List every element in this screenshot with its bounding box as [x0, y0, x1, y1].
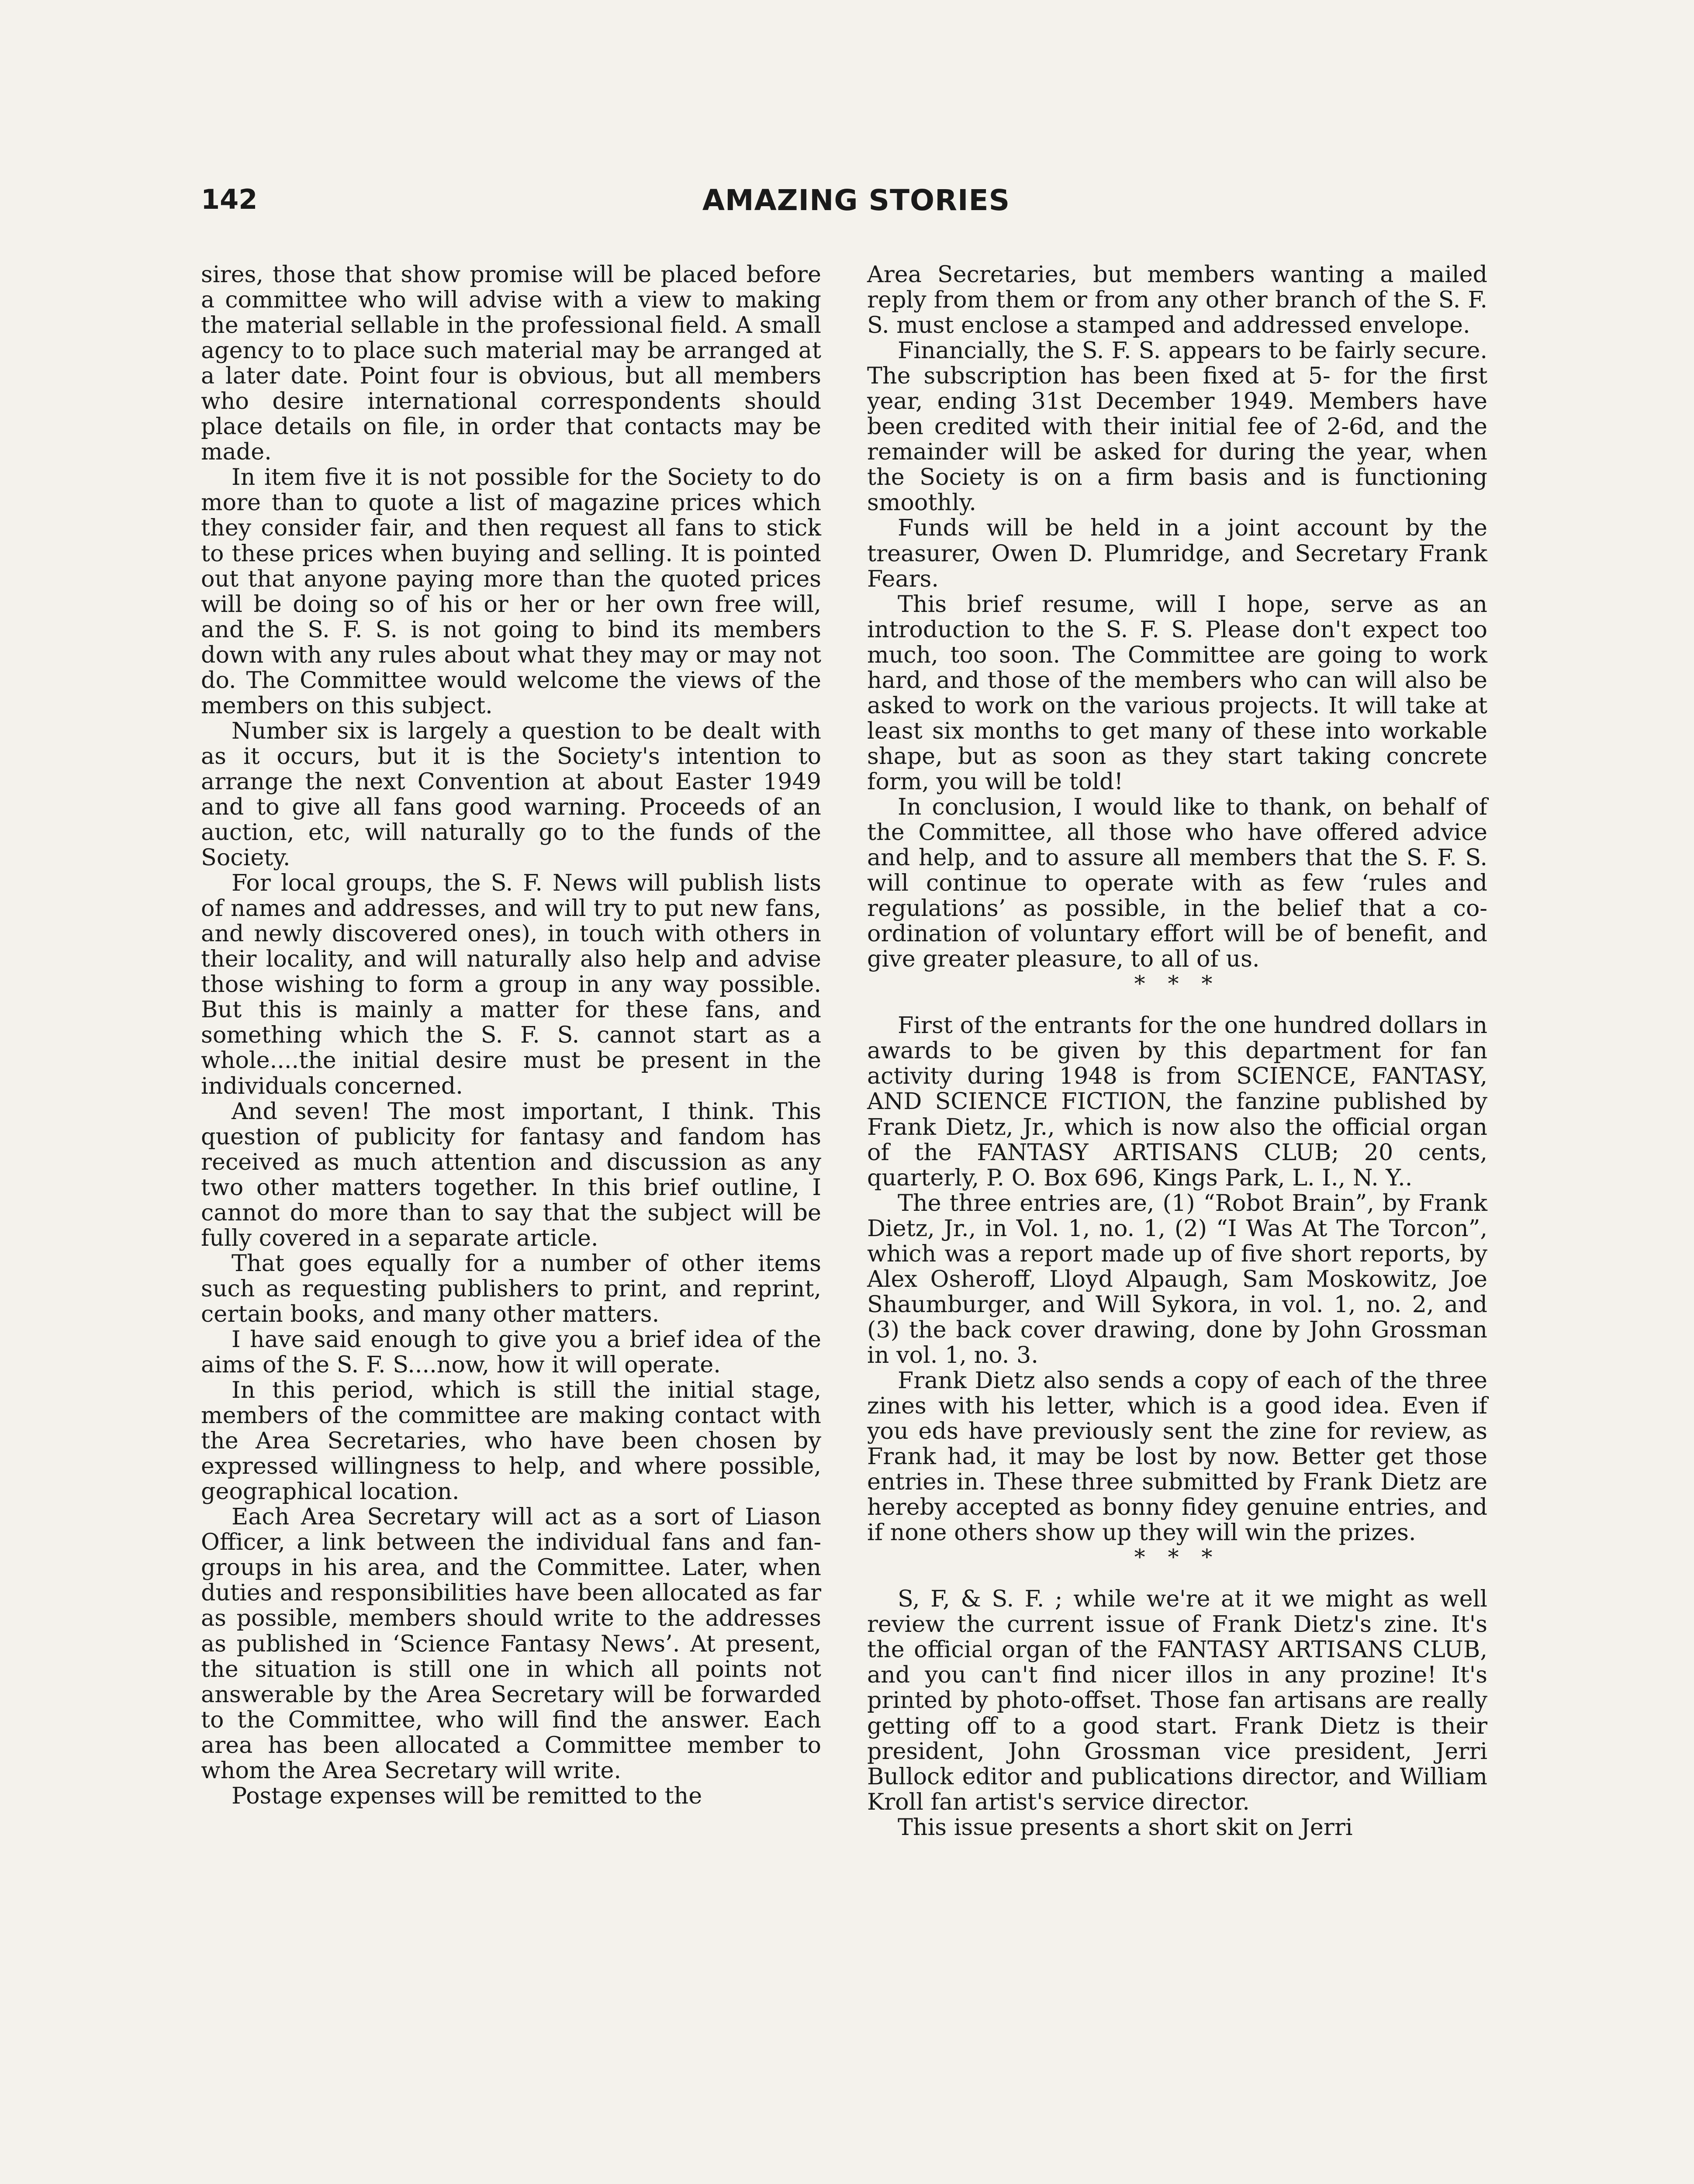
- left-paragraph-2: In item five it is not possible for the Society to do more than to quote a list of magazine prices which they consider fair, and then request all fans to stick to these prices when buying and selling. It is pointed out that anyone paying more than the quoted prices will be doing so of his or her or her own free will, and the S. F. S. is not going to bind its members down with any rules about what they may or may not do. The Committee would welcome the views of the members on this subject.: [201, 464, 821, 719]
- right-paragraph-a3: Funds will be held in a joint account by the treasurer, Owen D. Plumridge, and Secretary Frank Fears.: [867, 515, 1487, 592]
- right-paragraph-a1: Area Secretaries, but members wanting a mailed reply from them or from any other branch of the S. F. S. must enclose a stamped and addressed envelope.: [867, 261, 1487, 339]
- left-paragraph-1: sires, those that show promise will be placed before a committee who will advise with a view to making the material sellable in the professional field. A small agency to to place such material may be arranged at a later date. Point four is obvious, but all members who desire international correspondents should place details on file, in order that contacts may be made.: [201, 261, 821, 466]
- page-number: 142: [201, 183, 258, 215]
- left-paragraph-4: For local groups, the S. F. News will publish lists of names and addresses, and will try to put new fans, and newly discovered ones), in touch with others in their locality, and will naturally also help and advise those wishing to form a group in any way possible. But this is mainly a matter for these fans, and something which the S. F. S. cannot start as a whole....the initial desire must be present in the individuals concerned.: [201, 870, 821, 1099]
- left-paragraph-9: Each Area Secretary will act as a sort of Liason Officer, a link between the individual fans and fan-groups in his area, and the Committee. Later, when duties and responsibilities have been allocated as far as possible, members should write to the addresses as published in ‘Science Fantasy News’. At present, the situation is still one in which all points not answerable by the Area Secretary will be forwarded to the Committee, who will find the answer. Each area has been allocated a Committee member to whom the Area Secretary will write.: [201, 1503, 821, 1784]
- right-paragraph-a2: Financially, the S. F. S. appears to be fairly secure. The subscription has been fixed at 5- for the first year, ending 31st December 1949. Members have been credited with their initial fee of 2-6d, and the remainder will be asked for during the year, when the Society is on a firm basis and is functioning smoothly.: [867, 337, 1487, 516]
- magazine-title: AMAZING STORIES: [702, 183, 1010, 217]
- left-paragraph-5: And seven! The most important, I think. This question of publicity for fantasy and fandom has received as much attention and discussion as any two other matters together. In this brief outline, I cannot do more than to say that the subject will be fully covered in a separate article.: [201, 1098, 821, 1251]
- right-paragraph-b2: The three entries are, (1) “Robot Brain”, by Frank Dietz, Jr., in Vol. 1, no. 1, (2) “I Was At The Torcon”, which was a report made up of five short reports, by Alex Osheroff, Lloyd Alpaugh, Sam Moskowitz, Joe Shaumburger, and Will Sykora, in vol. 1, no. 2, and (3) the back cover drawing, done by John Grossman in vol. 1, no. 3.: [867, 1189, 1487, 1368]
- right-paragraph-a5: In conclusion, I would like to thank, on behalf of the Committee, all those who have offered advice and help, and to assure all members that the S. F. S. will continue to operate with as few ‘rules and regulations’ as possible, in the belief that a co-ordination of voluntary effort will be of benefit, and give greater pleasure, to all of us.: [867, 793, 1487, 973]
- right-column: [867, 262, 1487, 1840]
- left-paragraph-6: That goes equally for a number of other items such as requesting publishers to print, and reprint, certain books, and many other matters.: [201, 1250, 821, 1327]
- page-header: [201, 183, 1511, 232]
- right-paragraph-c2: This issue presents a short skit on Jerri: [898, 1814, 1353, 1841]
- left-paragraph-3: Number six is largely a question to be dealt with as it occurs, but it is the Society's intention to arrange the next Convention at about Easter 1949 and to give all fans good warning. Proceeds of an auction, etc, will naturally go to the funds of the Society.: [201, 717, 821, 871]
- right-paragraph-b3: Frank Dietz also sends a copy of each of the three zines with his letter, which is a good idea. Even if you eds have previously sent the zine for review, as Frank had, it may be lost by now. Better get those entries in. These three submitted by Frank Dietz are hereby accepted as bonny fidey genuine entries, and if none others show up they will win the prizes.: [867, 1367, 1487, 1546]
- section-divider: * * *: [1134, 1545, 1220, 1570]
- left-paragraph-7: I have said enough to give you a brief idea of the aims of the S. F. S....now, how it will operate.: [201, 1326, 821, 1379]
- right-paragraph-c1: S, F, & S. F. ; while we're at it we might as well review the current issue of Frank Dietz's zine. It's the official organ of the FANTASY ARTISANS CLUB, and you can't find nicer illos in any prozine! It's printed by photo-offset. Those fan artisans are really getting off to a good start. Frank Dietz is their president, John Grossman vice president, Jerri Bullock editor and publications director, and William Kroll fan artist's service director.: [867, 1586, 1487, 1815]
- right-paragraph-b1: First of the entrants for the one hundred dollars in awards to be given by this department for fan activity during 1948 is from SCIENCE, FANTASY, AND SCIENCE FICTION, the fanzine published by Frank Dietz, Jr., which is now also the official organ of the FANTASY ARTISANS CLUB; 20 cents, quarterly, P. O. Box 696, Kings Park, L. I., N. Y..: [867, 1012, 1487, 1191]
- right-paragraph-a4: This brief resume, will I hope, serve as an introduction to the S. F. S. Please don't expect too much, too soon. The Committee are going to work hard, and those of the members who can will also be asked to work on the various projects. It will take at least six months to get many of these into workable shape, but as soon as they start taking concrete form, you will be told!: [867, 591, 1487, 795]
- left-column: [201, 262, 821, 1809]
- left-paragraph-8: In this period, which is still the initial stage, members of the committee are making contact with the Area Secretaries, who have been chosen by expressed willingness to help, and where possible, geographical location.: [201, 1377, 821, 1505]
- left-paragraph-10: Postage expenses will be remitted to the: [232, 1782, 702, 1809]
- section-divider: * * *: [1134, 971, 1220, 997]
